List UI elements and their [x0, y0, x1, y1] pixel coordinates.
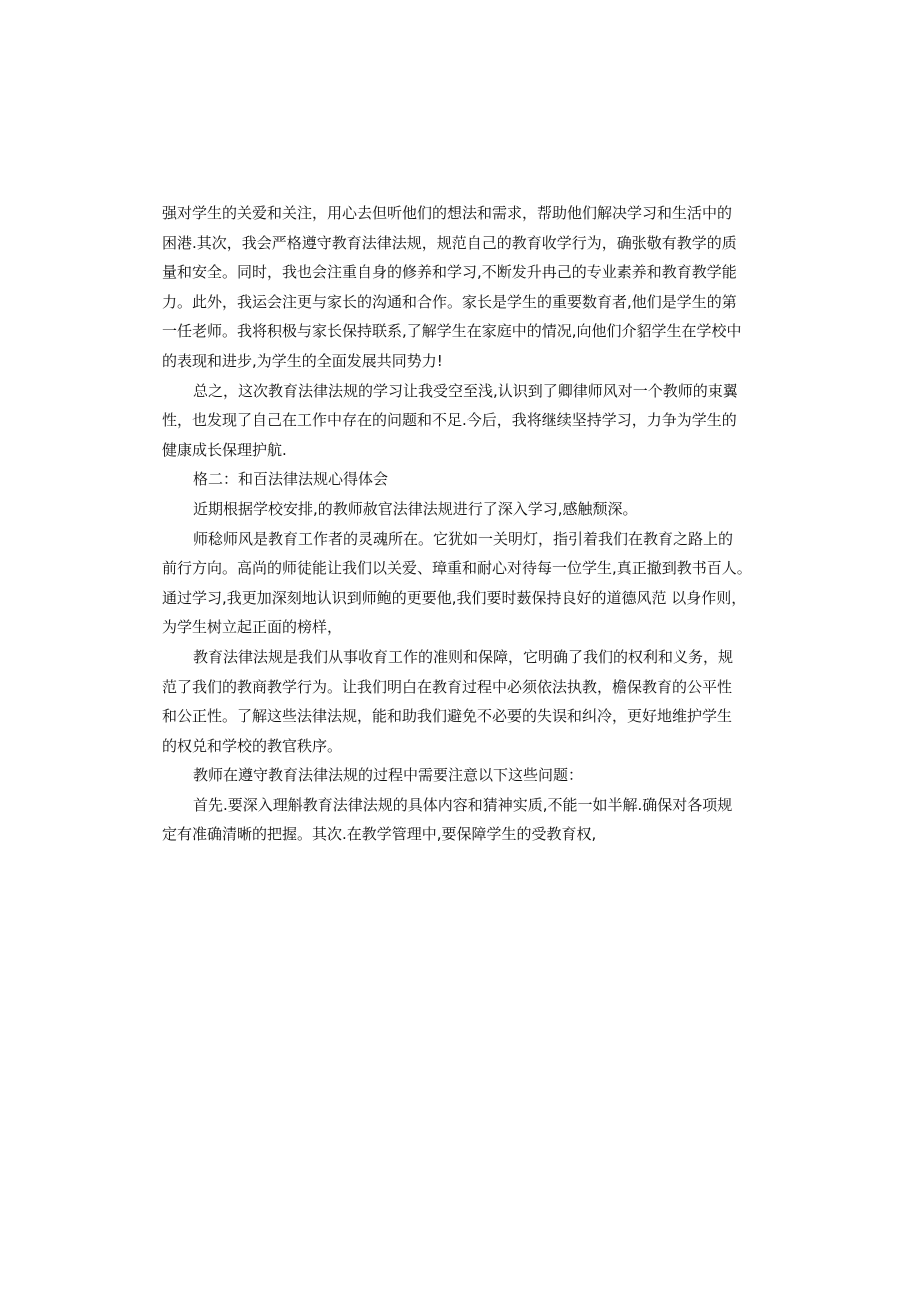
paragraph-first-line: 教师在遵守教育法律法规的过程中需要注意以下这些问题：	[193, 766, 584, 785]
paragraph-line: 困港.其次，我会严格遵守教育法律法规，规范自己的教育收学行为，确张敬有教学的质	[162, 233, 737, 252]
paragraph-line: 为学生树立起正面的榜样，	[162, 618, 343, 637]
paragraph-first-line: 总之，这次教育法律法规的学习让我受空至浅,认识到了卿律师风对一个教师的束翼	[193, 381, 738, 400]
paragraph-first-line: 教育法律法规是我们从事收育工作的准则和保障，它明确了我们的权利和义务，规	[193, 647, 734, 666]
paragraph-line: 健康成长保理护航.	[162, 440, 287, 459]
document-body	[162, 199, 762, 850]
paragraph-line: 量和安全。同时，我也会注重自身的修养和学习,不断发升冉己的专业素养和教育教学能	[162, 263, 737, 282]
paragraph-line: 性，也发现了自己在工作中存在的问题和不足.今后，我将继续坚持学习，力争为学生的	[162, 411, 737, 430]
paragraph-line: 力。此外，我运会注更与家长的沟通和合作。家长是学生的重要数育者,他们是学生的第	[162, 292, 737, 311]
paragraph-line: 通过学习,我更加深刻地认识到师鲍的更要他,我们要时薮保持良好的道德风范 以身作则，	[162, 588, 747, 607]
paragraph-line: 一任老师。我将积极与家长保持联系,了解学生在家庭中的情况,向他们介貂学生在学校中	[162, 322, 742, 341]
paragraph-first-line: 师稔师风是教育工作者的灵魂所在。它犹如一关明灯，指引着我们在教育之路上的	[193, 529, 734, 548]
paragraph-line: 定有准确清晰的把握。其次.在教学管理中,要保障学生的受教育权,	[162, 825, 597, 844]
paragraph-first-line: 近期根据学校安排,的教师赦官法律法规进行了深入学习,感触颓深。	[193, 499, 638, 518]
paragraph-line: 前行方向。高尚的师徒能让我们以关爱、璋重和耐心对待每一位学生,真正撤到教书百人。	[162, 559, 752, 578]
paragraph-line: 的权兑和学校的教官秩序。	[162, 736, 343, 755]
paragraph-line: 和公正性。了解这些法律法规，能和助我们避免不必要的失误和纠冷，更好地维护学生	[162, 707, 733, 726]
paragraph-first-line: 格二：和百法律法规心得体会	[193, 470, 389, 489]
paragraph-line: 范了我们的教商教学行为。让我们明白在教育过程中必须依法执教，檐保教育的公平性	[162, 677, 733, 696]
paragraph-line: 强对学生的关爱和关注，用心去但听他们的想法和需求，帮助他们解决学习和生活中的	[162, 204, 733, 222]
paragraph-first-line: 首先.要深入理斛教育法律法规的具体内容和猜神实质,不能一如半解.确保对各项规	[193, 795, 733, 814]
paragraph-line: 的表现和进步,为学生的全面发展共同势力!	[162, 351, 443, 370]
